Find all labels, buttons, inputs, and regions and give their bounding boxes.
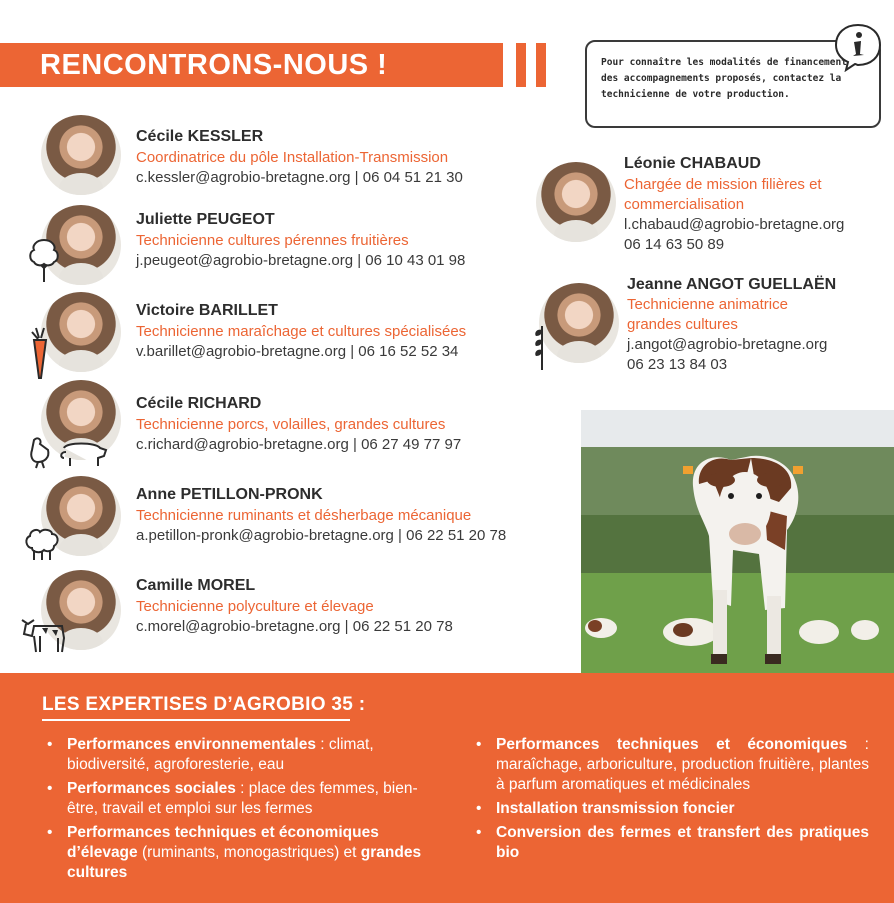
tree-icon (28, 238, 60, 282)
list-item (476, 823, 869, 863)
item-text: (ruminants, monogastriques) et (137, 844, 361, 861)
contact-name: Camille MOREL (136, 577, 256, 594)
contact-role: Technicienne porcs, volailles, grandes cultures (136, 416, 446, 433)
page-title: RENCONTRONS-NOUS ! (40, 49, 388, 81)
avatar (41, 115, 121, 195)
list-item (47, 823, 442, 883)
info-text: Pour connaître les modalités de financement des accompagnements proposés, contactez la technicienne de votre production. (601, 57, 847, 100)
contact-name: Victoire BARILLET (136, 302, 278, 319)
contact-details: c.kessler@agrobio-bretagne.org | 06 04 51 21 30 (136, 169, 463, 186)
expertises-section (0, 673, 894, 903)
item-bold: Conversion des fermes et transfert des pratiques bio (496, 824, 869, 861)
contact-details: v.barillet@agrobio-bretagne.org | 06 16 52 52 34 (136, 343, 459, 360)
contact-role: Coordinatrice du pôle Installation-Transmission (136, 149, 449, 166)
cow-photo (581, 410, 894, 673)
expertises-list-right (476, 735, 869, 867)
contact-role: Technicienne polyculture et élevage (136, 598, 374, 615)
header-banner (0, 43, 503, 87)
contact-role: Technicienne ruminants et désherbage mécanique (136, 507, 472, 524)
contact-name: Léonie CHABAUD (624, 155, 761, 172)
decorative-bar (536, 43, 546, 87)
item-bold: grandes cultures (67, 844, 422, 881)
contact-details: c.morel@agrobio-bretagne.org | 06 22 51 20 78 (136, 618, 453, 635)
avatar (536, 162, 616, 242)
wheat-icon (530, 320, 554, 372)
contact-details: a.petillon-pronk@agrobio-bretagne.org | 06 22 51 20 78 (136, 527, 507, 544)
item-text: : place des femmes, bien-être, travail et emploi sur les fermes (67, 780, 418, 817)
contact-phone: 06 14 63 50 89 (624, 236, 725, 253)
info-icon (833, 22, 883, 72)
title-underline (42, 719, 350, 721)
contact-role: grandes cultures (627, 316, 738, 333)
contact-email: j.angot@agrobio-bretagne.org (627, 336, 828, 353)
cow-icon (18, 614, 68, 654)
carrot-icon (28, 326, 52, 380)
item-bold: Installation transmission foncier (496, 800, 735, 817)
contact-details: c.richard@agrobio-bretagne.org | 06 27 49 77 97 (136, 436, 462, 453)
expertises-list-left (47, 735, 442, 887)
contact-role: Technicienne animatrice (627, 296, 788, 313)
sheep-icon (22, 526, 64, 562)
contact-role: Technicienne cultures pérennes fruitières (136, 232, 409, 249)
contact-name: Juliette PEUGEOT (136, 211, 275, 228)
item-text: : climat, biodiversité, agroforesterie, eau (67, 736, 374, 773)
contact-email: l.chabaud@agrobio-bretagne.org (624, 216, 845, 233)
item-bold: Performances techniques et économiques (496, 736, 848, 753)
item-bold: Performances environnementales (67, 736, 316, 753)
contact-role: Chargée de mission filières et (624, 176, 822, 193)
contact-phone: 06 23 13 84 03 (627, 356, 728, 373)
item-bold: Performances techniques et économiques d’élevage (67, 824, 379, 861)
contact-name: Cécile KESSLER (136, 128, 264, 145)
avatar (41, 292, 121, 372)
list-item (476, 735, 869, 795)
chicken-pig-icon (26, 434, 110, 470)
item-text: : maraîchage, arboriculture, production fruitière, plantes à parfum aromatiques et médicinales (496, 736, 869, 793)
contact-role: Technicienne maraîchage et cultures spécialisées (136, 323, 467, 340)
list-item (47, 779, 442, 819)
decorative-bar (516, 43, 526, 87)
item-bold: Performances sociales (67, 780, 236, 797)
contact-details: j.peugeot@agrobio-bretagne.org | 06 10 43 01 98 (136, 252, 466, 269)
list-item (476, 799, 869, 819)
contact-name: Cécile RICHARD (136, 395, 262, 412)
contact-role: commercialisation (624, 196, 745, 213)
contact-name: Anne PETILLON-PRONK (136, 486, 323, 503)
list-item (47, 735, 442, 775)
expertises-title: LES EXPERTISES D’AGROBIO 35 : (42, 694, 366, 715)
contact-name: Jeanne ANGOT GUELLAËN (627, 276, 837, 293)
